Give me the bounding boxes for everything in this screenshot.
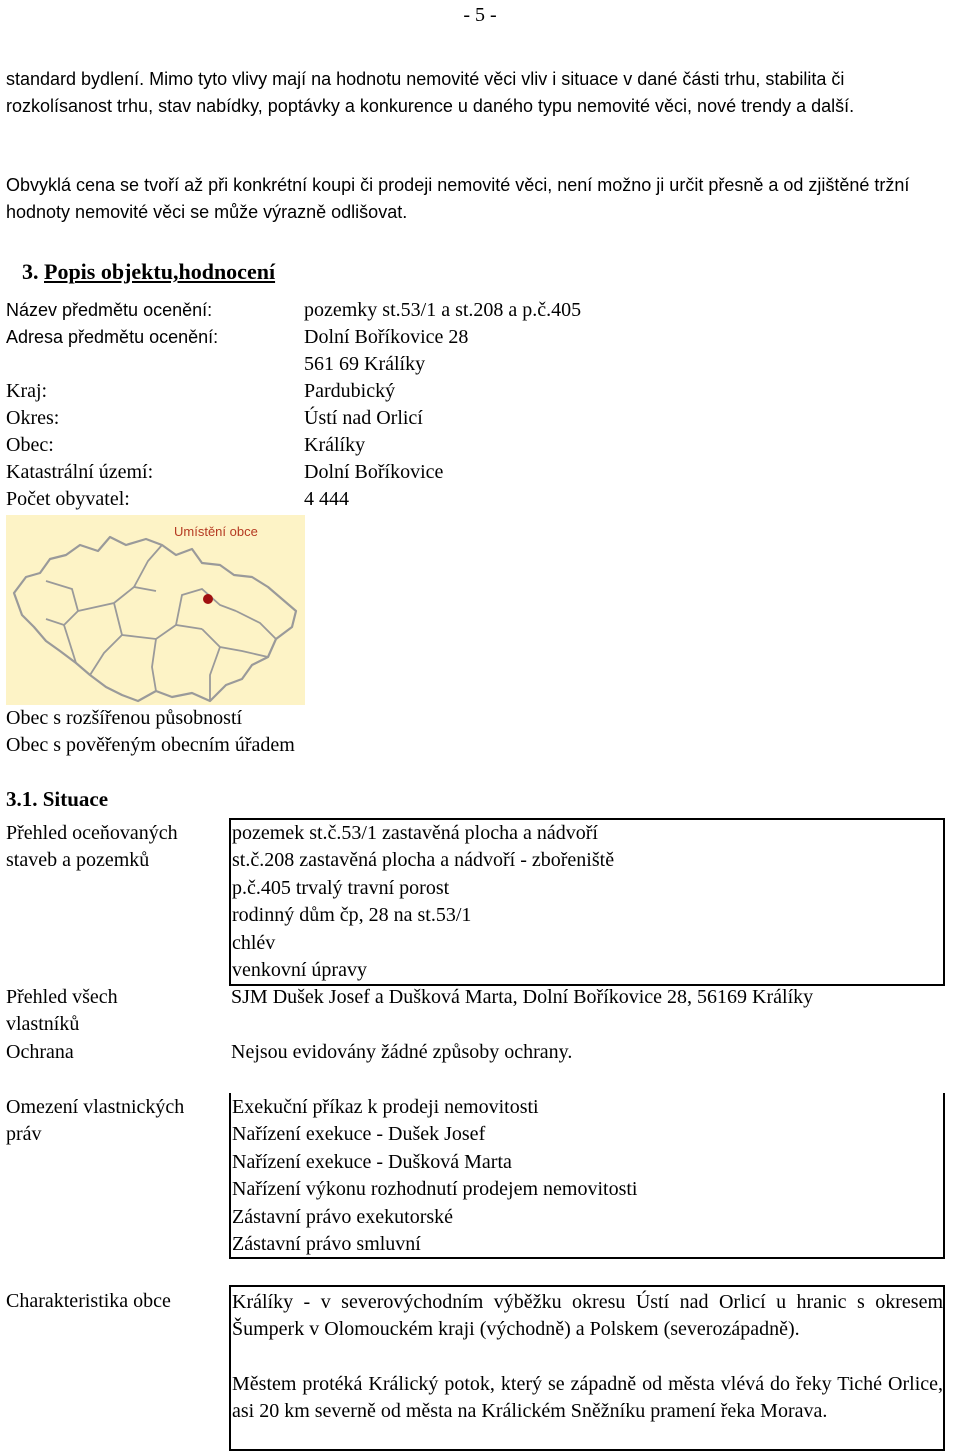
okres-label: Okres: — [6, 407, 60, 429]
vlastnici-value: SJM Dušek Josef a Dušková Marta, Dolní Boříkovice 28, 56169 Králíky — [231, 986, 814, 1008]
adresa-line2: 561 69 Králíky — [304, 353, 426, 375]
location-marker-icon — [203, 594, 213, 604]
list-item: venkovní úpravy — [232, 958, 367, 981]
list-item: Nařízení výkonu rozhodnutí prodejem nemovitosti — [232, 1178, 638, 1201]
charakteristika-p1: Králíky - v severovýchodním výběžku okresu Ústí nad Orlicí u hranic s okresem Šumperk v Olomouckém kraji (východně) a Polskem (severozápadně). — [232, 1291, 943, 1341]
intro-paragraph: standard bydlení. Mimo tyto vlivy mají na hodnotu nemovité věci vliv i situace v dané části trhu, stabilita či rozkolísanost trhu, stav nabídky, poptávky a konkurence u daného typu nemovité věci, nové trendy a další. — [6, 69, 855, 116]
list-item: pozemek st.č.53/1 zastavěná plocha a nádvoří — [232, 822, 598, 844]
pocet-value: 4 444 — [304, 488, 349, 510]
section-heading — [22, 258, 275, 285]
charakteristika-p2: Městem protéká Králický potok, který se západně od města vlévá do řeky Tiché Orlice, asi 20 km severně od města na Králickém Sněžníku pramení řeka Morava. — [232, 1373, 943, 1423]
omezeni-items — [232, 1094, 637, 1258]
charakteristika-box — [229, 1285, 945, 1451]
nazev-value: pozemky st.53/1 a st.208 a p.č.405 — [304, 299, 582, 321]
obec-label: Obec: — [6, 434, 54, 456]
omezeni-label: Omezení vlastnických práv — [6, 1096, 185, 1146]
kraj-value: Pardubický — [304, 380, 396, 402]
location-map — [6, 515, 305, 705]
omezeni-box — [229, 1093, 945, 1259]
okres-value: Ústí nad Orlicí — [304, 407, 423, 429]
page-number: - 5 - — [463, 4, 497, 26]
obec-value: Králíky — [304, 434, 366, 456]
section-title: Popis objektu,hodnocení — [44, 259, 276, 284]
obec-rozsirena: Obec s rozšířenou působností — [6, 707, 243, 729]
ochrana-value: Nejsou evidovány žádné způsoby ochrany. — [231, 1041, 573, 1063]
vlastnici-label: Přehled všech vlastníků — [6, 986, 118, 1036]
czech-map-graphic — [6, 515, 305, 705]
katastr-value: Dolní Boříkovice — [304, 461, 444, 483]
list-item: Nařízení exekuce - Dušek Josef — [232, 1123, 486, 1146]
list-item: st.č.208 zastavěná plocha a nádvoří - zbořeniště — [232, 849, 615, 872]
section-number: 3. — [22, 259, 39, 284]
price-paragraph: Obvyklá cena se tvoří až při konkrétní koupi či prodeji nemovité věci, není možno ji určit přesně a od zjištěné tržní hodnoty nemovité věci se může výrazně odlišovat. — [6, 175, 910, 222]
prehled-box — [229, 818, 945, 986]
list-item: p.č.405 trvalý travní porost — [232, 876, 450, 899]
list-item: chlév — [232, 931, 276, 954]
list-item: rodinný dům čp, 28 na st.53/1 — [232, 904, 472, 927]
list-item: Zástavní právo smluvní — [232, 1232, 421, 1255]
katastr-label: Katastrální území: — [6, 461, 154, 483]
prehled-items — [232, 820, 614, 984]
adresa-label: Adresa předmětu ocenění: — [6, 327, 219, 347]
obec-poverena: Obec s pověřeným obecním úřadem — [6, 734, 295, 756]
list-item: Nařízení exekuce - Dušková Marta — [232, 1150, 512, 1173]
adresa-line1: Dolní Boříkovice 28 — [304, 326, 469, 348]
map-caption: Umístění obce — [174, 524, 258, 539]
kraj-label: Kraj: — [6, 380, 48, 402]
pocet-label: Počet obyvatel: — [6, 488, 130, 510]
charakteristika-label: Charakteristika obce — [6, 1290, 171, 1312]
nazev-label: Název předmětu ocenění: — [6, 300, 213, 320]
ochrana-label: Ochrana — [6, 1041, 74, 1063]
prehled-label: Přehled oceňovaných staveb a pozemků — [6, 822, 178, 872]
list-item: Exekuční příkaz k prodeji nemovitosti — [232, 1096, 539, 1118]
subsection-title: 3.1. Situace — [6, 787, 109, 811]
list-item: Zástavní právo exekutorské — [232, 1205, 454, 1228]
